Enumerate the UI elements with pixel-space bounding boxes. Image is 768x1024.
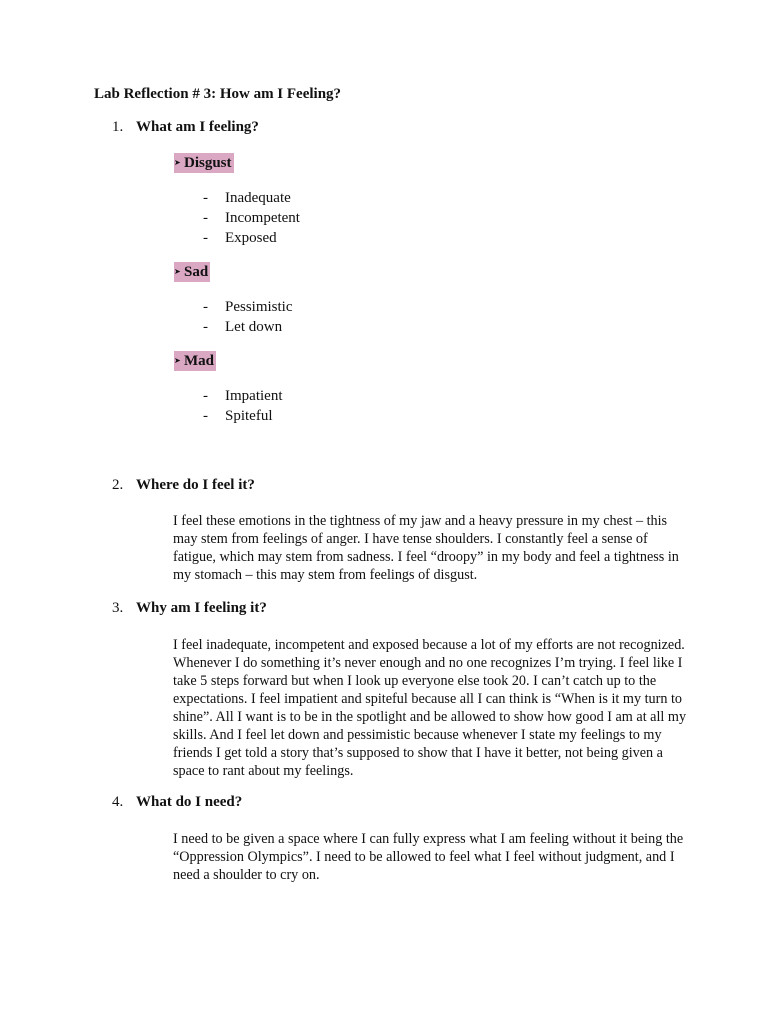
emotion-name: Sad bbox=[184, 264, 209, 280]
paragraph-line: I feel inadequate, incompetent and exposed because a lot of my efforts are not recognized. bbox=[173, 637, 685, 653]
list-item bbox=[203, 228, 300, 248]
question-1-label: What am I feeling? bbox=[136, 119, 259, 135]
question-1-number: 1. bbox=[112, 119, 124, 135]
arrow-bullet-icon: ➤ bbox=[174, 158, 181, 167]
list-item-text: Let down bbox=[225, 319, 283, 335]
paragraph-line: need a shoulder to cry on. bbox=[173, 867, 320, 883]
list-item bbox=[203, 297, 293, 317]
disgust-list bbox=[203, 188, 300, 248]
paragraph-line: fatigue, which may stem from sadness. I feel “droopy” in my body and feel a tightness in bbox=[173, 549, 679, 565]
dash-bullet: - bbox=[203, 408, 208, 424]
question-3-number: 3. bbox=[112, 600, 124, 616]
arrow-bullet-icon: ➤ bbox=[174, 356, 181, 365]
dash-bullet: - bbox=[203, 230, 208, 246]
dash-bullet: - bbox=[203, 388, 208, 404]
answer-2-paragraph bbox=[173, 512, 678, 584]
paragraph-line: Whenever I do something it’s never enough and no one recognizes I’m trying. I feel like I bbox=[173, 655, 683, 671]
list-item-text: Pessimistic bbox=[225, 299, 293, 315]
list-item bbox=[203, 317, 293, 337]
arrow-bullet-icon: ➤ bbox=[174, 267, 181, 276]
paragraph-line: expectations. I feel impatient and spiteful because all I can think is “When is it my turn to bbox=[173, 691, 683, 707]
paragraph-line: friends I get told a story that’s supposed to show that I have it better, not being given a bbox=[173, 745, 663, 761]
paragraph-line: I need to be given a space where I can fully express what I am feeling without it being the bbox=[173, 831, 684, 847]
question-2-number: 2. bbox=[112, 477, 124, 493]
list-item bbox=[203, 188, 300, 208]
paragraph-line: take 5 steps forward but when I look up everyone else took 20. I can’t catch up to the bbox=[173, 673, 657, 689]
paragraph-line: shine”. All I want is to be in the spotlight and be allowed to show how good I am at all my bbox=[173, 709, 687, 725]
list-item-text: Incompetent bbox=[225, 210, 300, 226]
dash-bullet: - bbox=[203, 210, 208, 226]
list-item-text: Inadequate bbox=[225, 190, 291, 206]
dash-bullet: - bbox=[203, 299, 208, 315]
list-item bbox=[203, 208, 300, 228]
paragraph-line: may stem from feelings of anger. I have tense shoulders. I constantly feel a sense of bbox=[173, 531, 648, 547]
document-title: Lab Reflection # 3: How am I Feeling? bbox=[94, 86, 342, 102]
list-item-text: Exposed bbox=[225, 230, 277, 246]
paragraph-line: space to rant about my feelings. bbox=[173, 763, 354, 779]
list-item bbox=[203, 406, 282, 426]
question-4-number: 4. bbox=[112, 794, 124, 810]
emotion-heading-mad bbox=[174, 351, 216, 371]
question-2-label: Where do I feel it? bbox=[136, 477, 255, 493]
sad-list bbox=[203, 297, 293, 337]
dash-bullet: - bbox=[203, 319, 208, 335]
question-4-label: What do I need? bbox=[136, 794, 243, 810]
emotion-heading-disgust bbox=[174, 153, 234, 173]
answer-3-paragraph bbox=[173, 636, 687, 780]
list-item-text: Impatient bbox=[225, 388, 283, 404]
paragraph-line: I feel these emotions in the tightness of my jaw and a heavy pressure in my chest – this bbox=[173, 513, 668, 529]
dash-bullet: - bbox=[203, 190, 208, 206]
paragraph-line: my stomach – this may stem from feelings of disgust. bbox=[173, 567, 478, 583]
paragraph-line: skills. And I feel let down and pessimistic because whenever I state my feelings to my bbox=[173, 727, 662, 743]
paragraph-line: “Oppression Olympics”. I need to be allowed to feel what I feel without judgment, and I bbox=[173, 849, 675, 865]
mad-list bbox=[203, 386, 282, 426]
question-3-label: Why am I feeling it? bbox=[136, 600, 267, 616]
list-item-text: Spiteful bbox=[225, 408, 273, 424]
emotion-heading-sad bbox=[174, 262, 210, 282]
list-item bbox=[203, 386, 282, 406]
answer-4-paragraph bbox=[173, 830, 684, 884]
emotion-name: Disgust bbox=[184, 155, 232, 171]
emotion-name: Mad bbox=[184, 353, 214, 369]
